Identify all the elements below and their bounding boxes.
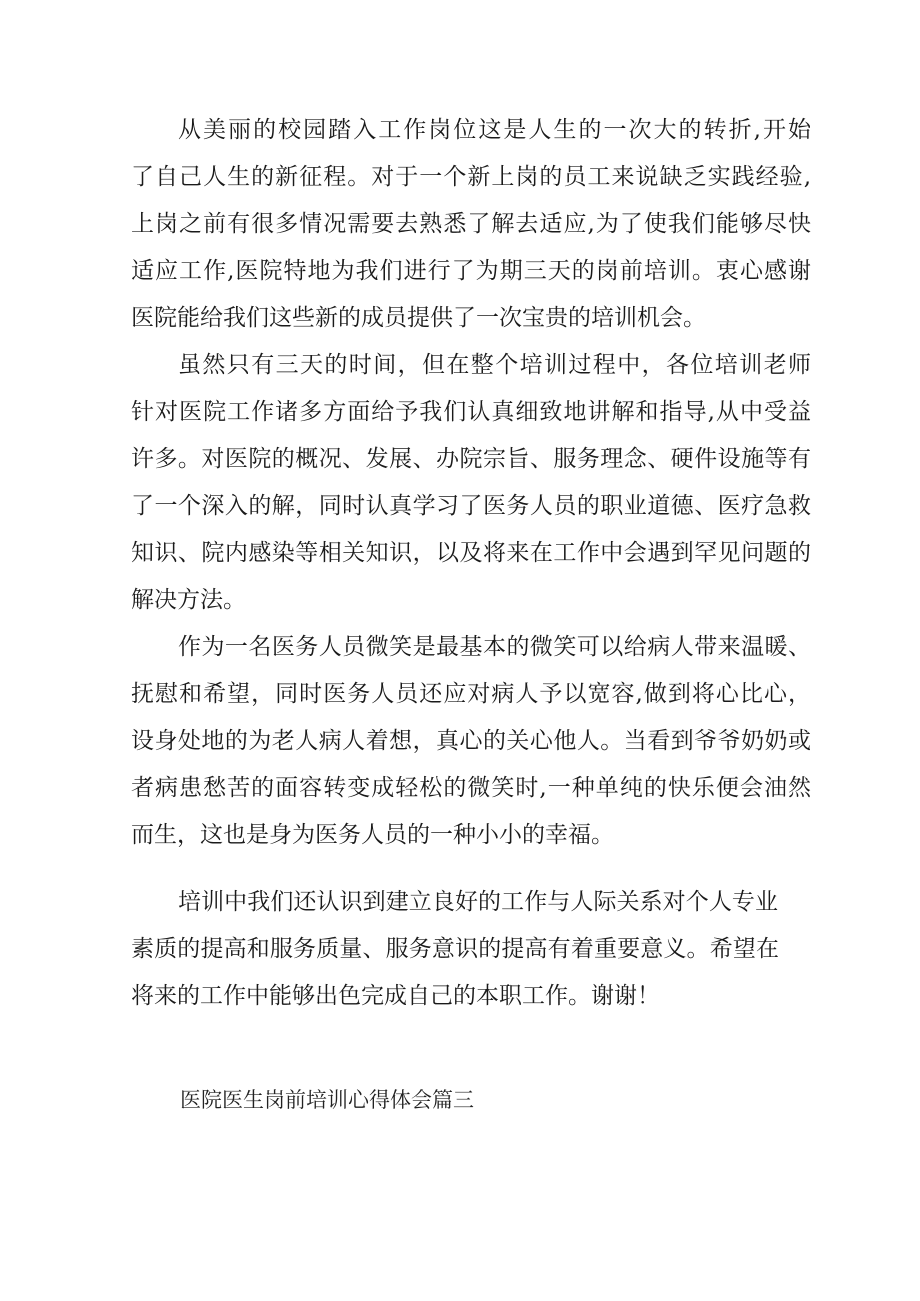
paragraph-2-line-2: 针对医院工作诸多方面给予我们认真细致地讲解和指导,从中受益 (131, 399, 811, 425)
paragraph-1-line-4: 适应工作,医院特地为我们进行了为期三天的岗前培训。衷心感谢 (131, 258, 811, 284)
paragraph-2-line-3: 许多。对医院的概况、发展、办院宗旨、服务理念、硬件设施等有 (131, 446, 811, 472)
paragraph-3-line-5: 而生，这也是身为医务人员的一种小小的幸福。 (131, 822, 614, 848)
paragraph-4-line-3: 将来的工作中能够出色完成自己的本职工作。谢谢！ (131, 983, 660, 1009)
paragraph-3-line-2: 抚慰和希望，同时医务人员还应对病人予以宽容,做到将心比心， (131, 681, 811, 707)
paragraph-3-line-3: 设身处地的为老人病人着想，真心的关心他人。当看到爷爷奶奶或 (131, 728, 811, 754)
paragraph-2-line-6: 解决方法。 (131, 587, 246, 613)
paragraph-3-line-1: 作为一名医务人员微笑是最基本的微笑可以给病人带来温暖、 (178, 634, 811, 660)
paragraph-1-line-3: 上岗之前有很多情况需要去熟悉了解去适应,为了使我们能够尽快 (131, 211, 811, 237)
paragraph-1-line-5: 医院能给我们这些新的成员提供了一次宝贵的培训机会。 (131, 305, 706, 331)
paragraph-2-line-4: 了一个深入的解，同时认真学习了医务人员的职业道德、医疗急救 (131, 493, 811, 519)
paragraph-1-line-1: 从美丽的校园踏入工作岗位这是人生的一次大的转折,开始 (178, 117, 811, 143)
paragraph-1-line-2: 了自己人生的新征程。对于一个新上岗的员工来说缺乏实践经验, (131, 164, 811, 190)
paragraph-2-line-5: 知识、院内感染等相关知识，以及将来在工作中会遇到罕见问题的 (131, 540, 811, 566)
paragraph-2-line-1: 虽然只有三天的时间，但在整个培训过程中，各位培训老师 (178, 352, 811, 378)
paragraph-4-line-2: 素质的提高和服务质量、服务意识的提高有着重要意义。希望在 (131, 936, 779, 962)
paragraph-3-line-4: 者病患愁苦的面容转变成轻松的微笑时,一种单纯的快乐便会油然 (131, 775, 811, 801)
section-heading: 医院医生岗前培训心得体会篇三 (180, 1088, 474, 1112)
paragraph-4-line-1: 培训中我们还认识到建立良好的工作与人际关系对个人专业 (178, 889, 778, 915)
